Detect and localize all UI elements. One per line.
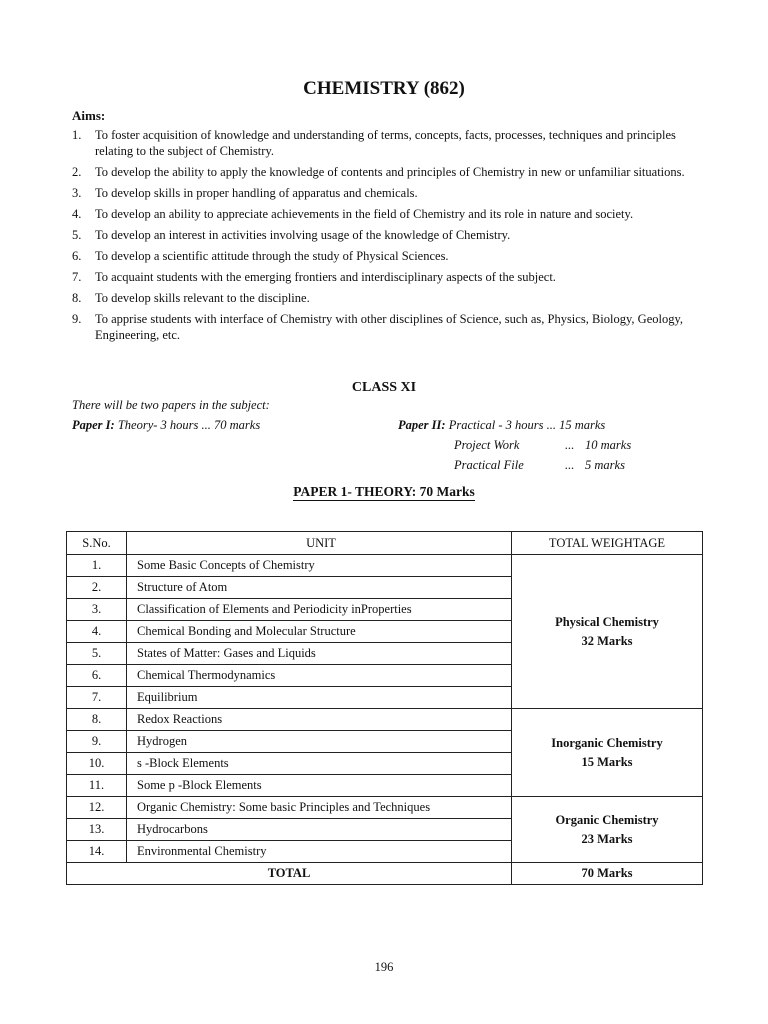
row-unit: Chemical Bonding and Molecular Structure — [127, 621, 512, 643]
group-cell-inorganic — [512, 709, 703, 797]
aim-text: To acquaint students with the emerging frontiers and interdisciplinary aspects of the subject. — [95, 270, 556, 284]
aim-item — [72, 206, 702, 222]
row-unit: Some Basic Concepts of Chemistry — [127, 555, 512, 577]
row-sno: 4. — [67, 621, 127, 643]
paper-2-practical: Practical - 3 hours ... 15 marks — [448, 418, 606, 432]
aim-item — [72, 269, 702, 285]
page-number: 196 — [374, 960, 394, 974]
group-name: Organic Chemistry — [555, 812, 659, 827]
class-heading: CLASS XI — [351, 380, 417, 395]
aim-text: To develop the ability to apply the knowledge of contents and principles of Chemistry in new or unfamiliar situations. — [95, 165, 685, 179]
row-sno: 7. — [67, 687, 127, 709]
aim-text: To develop an ability to appreciate achievements in the field of Chemistry and its role in nature and society. — [95, 207, 634, 221]
row-unit: Classification of Elements and Periodicity inProperties — [127, 599, 512, 621]
aim-text: To develop a scientific attitude through the study of Physical Sciences. — [95, 249, 449, 263]
aim-text: To develop skills in proper handling of apparatus and chemicals. — [95, 186, 418, 200]
aim-item — [72, 290, 702, 306]
group-name: Physical Chemistry — [555, 614, 659, 629]
row-unit: Hydrogen — [127, 731, 512, 753]
aim-number: 4. — [72, 207, 82, 221]
paper-2-row — [454, 438, 631, 453]
aim-item — [72, 311, 702, 343]
aims-list — [72, 127, 702, 348]
group-cell-physical — [512, 555, 703, 709]
group-marks: 15 Marks — [581, 754, 633, 769]
aim-text: To develop skills relevant to the discipline. — [95, 291, 310, 305]
row-sno: 14. — [67, 841, 127, 863]
row-unit: Chemical Thermodynamics — [127, 665, 512, 687]
header-unit: UNIT — [127, 532, 512, 555]
aim-number: 1. — [72, 128, 82, 142]
paper-2-label: Paper II: — [398, 418, 446, 432]
aim-text: To foster acquisition of knowledge and understanding of terms, concepts, facts, processes, techniques and principles relating to the subject of Chemistry. — [95, 128, 676, 158]
group-marks: 23 Marks — [581, 831, 633, 846]
aim-number: 5. — [72, 228, 82, 242]
aim-number: 3. — [72, 186, 82, 200]
aim-number: 7. — [72, 270, 82, 284]
header-sno: S.No. — [67, 532, 127, 555]
row-unit: Redox Reactions — [127, 709, 512, 731]
row-sno: 6. — [67, 665, 127, 687]
paper-2-row-name: Project Work — [454, 438, 520, 452]
row-sno: 9. — [67, 731, 127, 753]
paper-2-row-dots: ... — [565, 458, 575, 472]
table-row — [67, 555, 703, 577]
aim-item — [72, 227, 702, 243]
aim-text: To apprise students with interface of Chemistry with other disciplines of Science, such as, Physics, Biology, Geology, Engineering, etc. — [95, 312, 684, 342]
paper-2-row — [454, 458, 625, 473]
row-unit: Organic Chemistry: Some basic Principles and Techniques — [127, 797, 512, 819]
paper-1-text: Theory- 3 hours ... 70 marks — [117, 418, 261, 432]
paper-2-row-dots: ... — [565, 438, 575, 452]
row-sno: 8. — [67, 709, 127, 731]
group-cell-organic — [512, 797, 703, 863]
aim-number: 2. — [72, 165, 82, 179]
row-unit: States of Matter: Gases and Liquids — [127, 643, 512, 665]
aim-number: 8. — [72, 291, 82, 305]
table-row — [67, 797, 703, 819]
paper-1-label: Paper I: — [72, 418, 115, 432]
row-unit: Structure of Atom — [127, 577, 512, 599]
paper-2-line — [398, 418, 605, 433]
page-title: CHEMISTRY (862) — [303, 78, 465, 99]
aims-heading: Aims: — [72, 108, 106, 123]
total-value: 70 Marks — [512, 863, 703, 885]
aim-number: 9. — [72, 312, 82, 326]
paper-1-line — [72, 418, 260, 433]
aim-item — [72, 185, 702, 201]
group-marks: 32 Marks — [581, 633, 633, 648]
row-sno: 5. — [67, 643, 127, 665]
row-unit: Environmental Chemistry — [127, 841, 512, 863]
header-weightage: TOTAL WEIGHTAGE — [512, 532, 703, 555]
units-table — [66, 531, 703, 885]
paper-heading — [0, 484, 768, 500]
row-sno: 2. — [67, 577, 127, 599]
row-sno: 3. — [67, 599, 127, 621]
aim-number: 6. — [72, 249, 82, 263]
group-name: Inorganic Chemistry — [551, 735, 663, 750]
row-unit: Hydrocarbons — [127, 819, 512, 841]
total-row — [67, 863, 703, 885]
row-unit: s -Block Elements — [127, 753, 512, 775]
row-sno: 10. — [67, 753, 127, 775]
total-label: TOTAL — [67, 863, 512, 885]
paper-2-row-marks: 10 marks — [585, 438, 632, 452]
aim-item — [72, 127, 702, 159]
aim-text: To develop an interest in activities involving usage of the knowledge of Chemistry. — [95, 228, 511, 242]
paper-2-row-marks: 5 marks — [585, 458, 625, 472]
aim-item — [72, 164, 702, 180]
papers-intro: There will be two papers in the subject: — [72, 398, 270, 412]
row-sno: 12. — [67, 797, 127, 819]
aim-item — [72, 248, 702, 264]
paper-heading-text: PAPER 1- THEORY: 70 Marks — [293, 484, 475, 499]
row-sno: 11. — [67, 775, 127, 797]
row-sno: 13. — [67, 819, 127, 841]
row-unit: Equilibrium — [127, 687, 512, 709]
row-sno: 1. — [67, 555, 127, 577]
table-row — [67, 709, 703, 731]
row-unit: Some p -Block Elements — [127, 775, 512, 797]
paper-2-row-name: Practical File — [454, 458, 524, 472]
table-header-row — [67, 532, 703, 555]
